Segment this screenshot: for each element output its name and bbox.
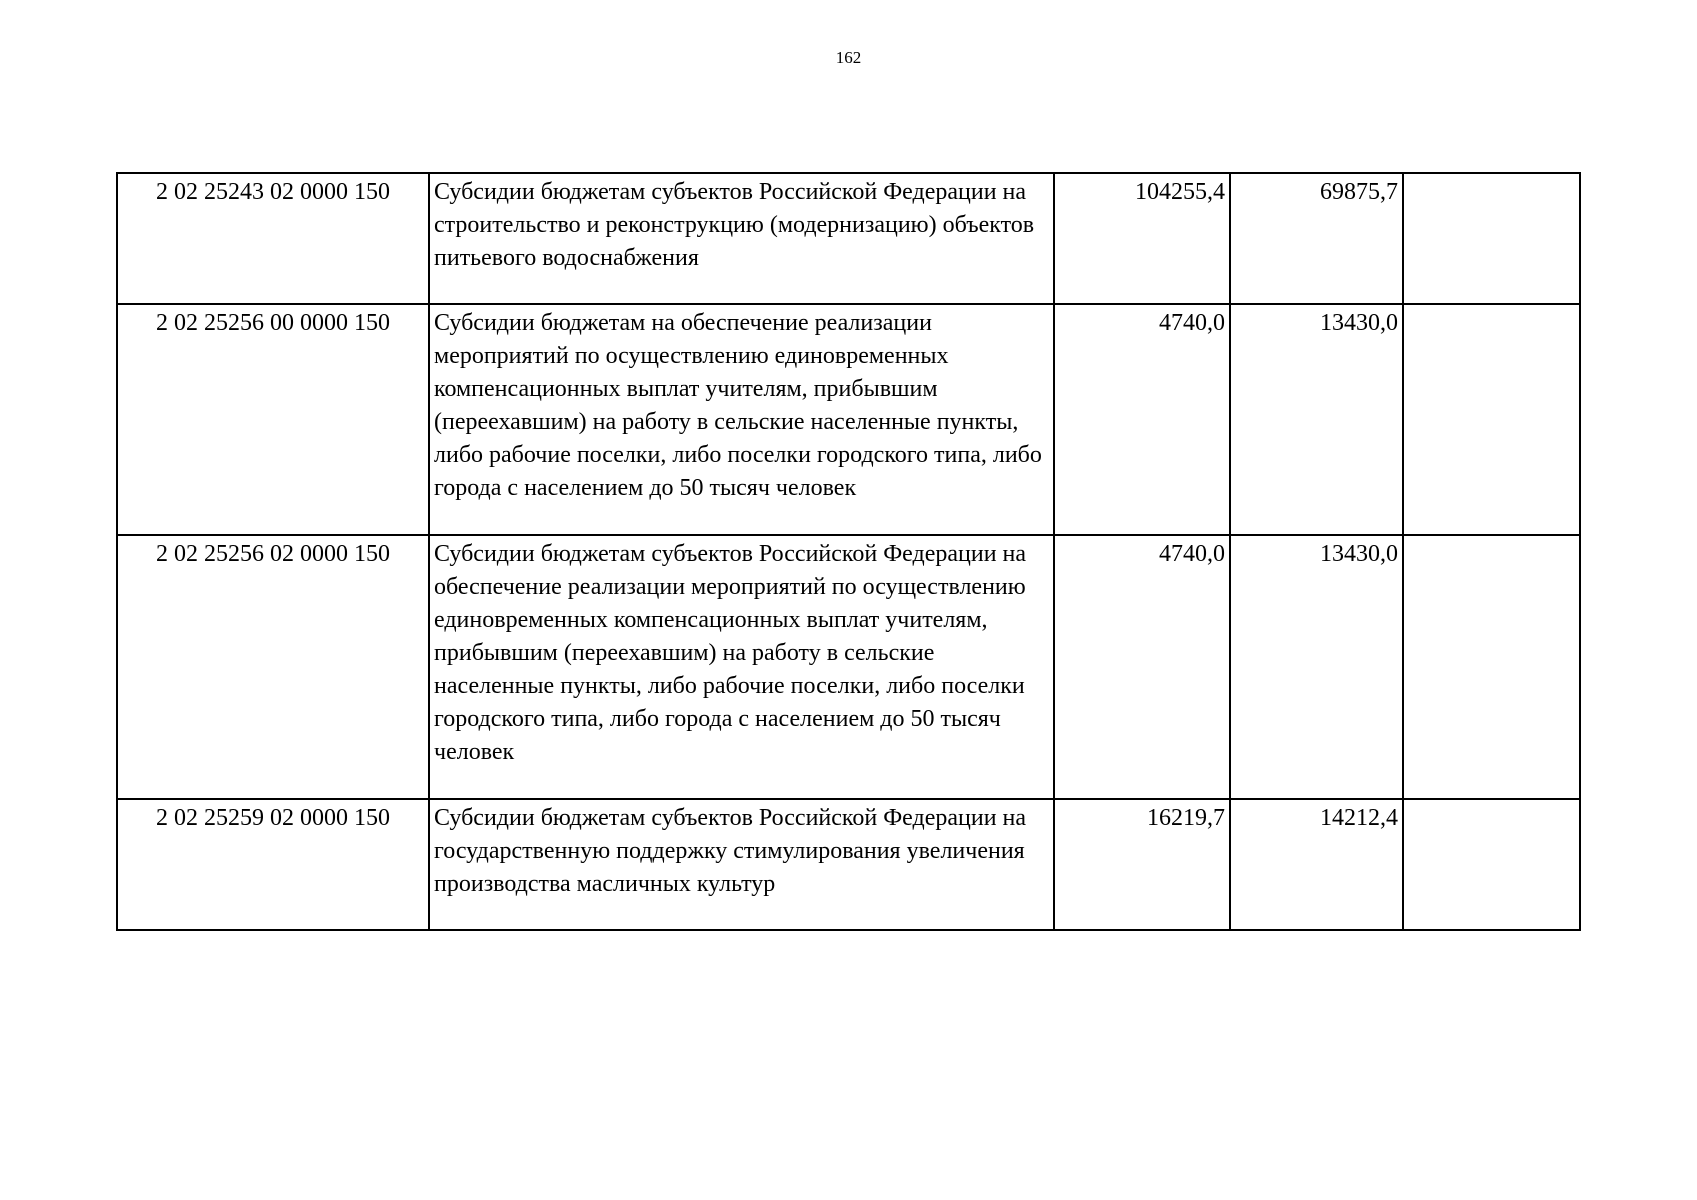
description-cell: Субсидии бюджетам субъектов Российской Федерации на обеспечение реализации мероприятий по осуществлению единовременных компенсационных выплат учителям, прибывшим (переехавшим) на работу в сельские населенные пункты, либо рабочие поселки, либо поселки городского типа, либо города с населением до 50 тысяч человек: [429, 535, 1054, 799]
value-cell-1: 16219,7: [1054, 799, 1230, 930]
budget-code-cell: 2 02 25256 00 0000 150: [117, 304, 429, 535]
value-cell-1: 4740,0: [1054, 535, 1230, 799]
page-number: 162: [835, 48, 862, 67]
budget-code-cell: 2 02 25243 02 0000 150: [117, 173, 429, 304]
value-cell-3: [1403, 535, 1580, 799]
description-cell: Субсидии бюджетам на обеспечение реализации мероприятий по осуществлению единовременных компенсационных выплат учителям, прибывшим (переехавшим) на работу в сельские населенные пункты, либо рабочие поселки, либо поселки городского типа, либо города с населением до 50 тысяч человек: [429, 304, 1054, 535]
value-cell-2: 14212,4: [1230, 799, 1403, 930]
table-row: [117, 173, 1580, 304]
budget-code-cell: 2 02 25259 02 0000 150: [117, 799, 429, 930]
value-cell-2: 13430,0: [1230, 535, 1403, 799]
budget-code-cell: 2 02 25256 02 0000 150: [117, 535, 429, 799]
description-cell: Субсидии бюджетам субъектов Российской Федерации на государственную поддержку стимулирования увеличения производства масличных культур: [429, 799, 1054, 930]
value-cell-3: [1403, 173, 1580, 304]
table-row: [117, 799, 1580, 930]
value-cell-1: 104255,4: [1054, 173, 1230, 304]
value-cell-2: 69875,7: [1230, 173, 1403, 304]
value-cell-3: [1403, 304, 1580, 535]
table-row: [117, 535, 1580, 799]
budget-table: [116, 172, 1581, 931]
value-cell-2: 13430,0: [1230, 304, 1403, 535]
value-cell-3: [1403, 799, 1580, 930]
description-cell: Субсидии бюджетам субъектов Российской Федерации на строительство и реконструкцию (модернизацию) объектов питьевого водоснабжения: [429, 173, 1054, 304]
value-cell-1: 4740,0: [1054, 304, 1230, 535]
table-row: [117, 304, 1580, 535]
